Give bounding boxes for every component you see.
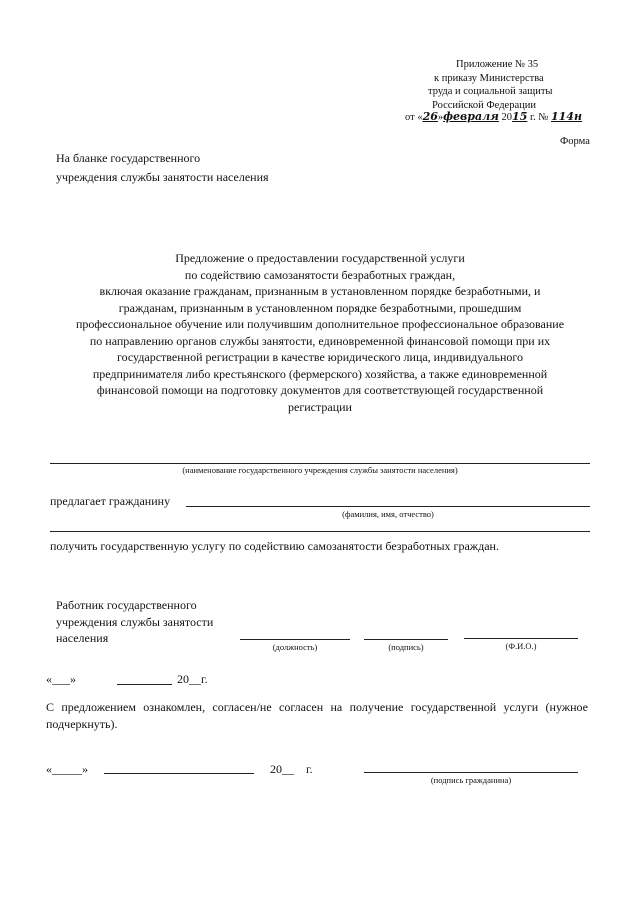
- worker-date-year: [177, 671, 208, 688]
- citizen-signature-line[interactable]: [364, 772, 578, 773]
- date-year-blank[interactable]: __: [282, 762, 294, 776]
- agreement-text: С предложением ознакомлен, согласен/не согласен на получение государственной услуги (нужное подчеркнуть).: [46, 700, 588, 731]
- date-year-prefix: 20: [177, 672, 189, 686]
- date-day-blank[interactable]: ___: [52, 672, 70, 686]
- blank-note-line2: учреждения службы занятости населения: [56, 169, 269, 184]
- date-mid: »: [437, 112, 444, 123]
- order-number-handwritten: 114н: [551, 110, 582, 123]
- date-year-suffix: г.: [306, 762, 313, 776]
- initials-caption: (Ф.И.О.): [505, 641, 537, 651]
- citizen-fio-line[interactable]: [186, 506, 590, 507]
- date-prefix: от «: [405, 112, 423, 123]
- initials-line[interactable]: [464, 638, 578, 639]
- date-close-quote: »: [70, 672, 76, 686]
- date-number-label: г. №: [529, 112, 549, 123]
- signature-caption: (подпись): [388, 642, 424, 652]
- worker-line1: Работник государственного: [56, 598, 197, 612]
- blank-note-line1: На бланке государственного: [56, 151, 201, 165]
- worker-line2: учреждения службы занятости: [56, 614, 214, 629]
- fio-caption: (фамилия, имя, отчество): [342, 509, 434, 519]
- date-year-blank[interactable]: __: [189, 672, 201, 686]
- title-line: предпринимателя либо крестьянского (фермерского) хозяйства, а также единовременной: [92, 366, 548, 381]
- worker-date: [46, 671, 76, 688]
- title-line: Предложение о предоставлении государственной услуги: [175, 251, 465, 265]
- worker-date-month-line[interactable]: [117, 684, 172, 685]
- date-month-handwritten: февраля: [443, 110, 499, 123]
- worker-label: [56, 597, 213, 647]
- appendix-federation: Российской Федерации: [432, 99, 536, 111]
- citizen-date: [46, 761, 88, 778]
- title-line: гражданам, признанным в установленном порядке безработными, прошедшим: [118, 300, 522, 315]
- date-open-quote: «: [46, 672, 52, 686]
- date-close-quote: »: [82, 762, 88, 776]
- appendix-ministry: труда и социальной защиты: [428, 86, 553, 97]
- receive-service-text: получить государственную услугу по содействию самозанятости безработных граждан.: [50, 539, 499, 553]
- appendix-number: Приложение № 35: [456, 59, 539, 70]
- date-year-prefix: 20: [501, 112, 513, 123]
- date-year-suffix: г.: [201, 672, 208, 686]
- title-line: государственной регистрации в качестве юридического лица, индивидуального: [116, 350, 524, 364]
- title-line: регистрации: [288, 399, 352, 414]
- title-line: по содействию самозанятости безработных граждан,: [184, 267, 456, 282]
- blank-note: [56, 150, 269, 185]
- title-line: по направлению органов службы занятости, единовременной финансовой помощи при их: [89, 333, 551, 348]
- date-year-handwritten: 15: [512, 110, 528, 123]
- position-caption: (должность): [272, 642, 318, 652]
- signature-line[interactable]: [364, 639, 448, 640]
- document-title: [50, 250, 590, 415]
- continuation-line[interactable]: [50, 531, 590, 532]
- date-open-quote: «: [46, 762, 52, 776]
- position-line[interactable]: [240, 639, 350, 640]
- form-label: Форма: [560, 136, 590, 147]
- offers-label: предлагает гражданину: [50, 494, 171, 508]
- worker-line3: населения: [56, 631, 109, 645]
- appendix-date-line: [405, 110, 582, 125]
- title-line: профессиональное обучение или получившим дополнительное профессиональное образование: [75, 317, 565, 331]
- institution-name-line[interactable]: [50, 463, 590, 464]
- citizen-date-month-line[interactable]: [104, 773, 254, 774]
- title-line: финансовой помощи на подготовку документов для соответствующей государственной: [96, 383, 544, 397]
- institution-caption: (наименование государственного учреждения службы занятости населения): [182, 465, 458, 475]
- citizen-signature-caption: (подпись гражданина): [430, 775, 512, 785]
- date-day-blank[interactable]: _____: [52, 762, 82, 776]
- appendix-block: [424, 58, 614, 112]
- title-line: включая оказание гражданам, признанным в установленном порядке безработными, и: [99, 284, 541, 298]
- appendix-order-ref: к приказу Министерства: [434, 72, 544, 84]
- citizen-date-year: [270, 761, 313, 778]
- date-day-handwritten: 26: [422, 110, 438, 123]
- date-year-prefix: 20: [270, 762, 282, 776]
